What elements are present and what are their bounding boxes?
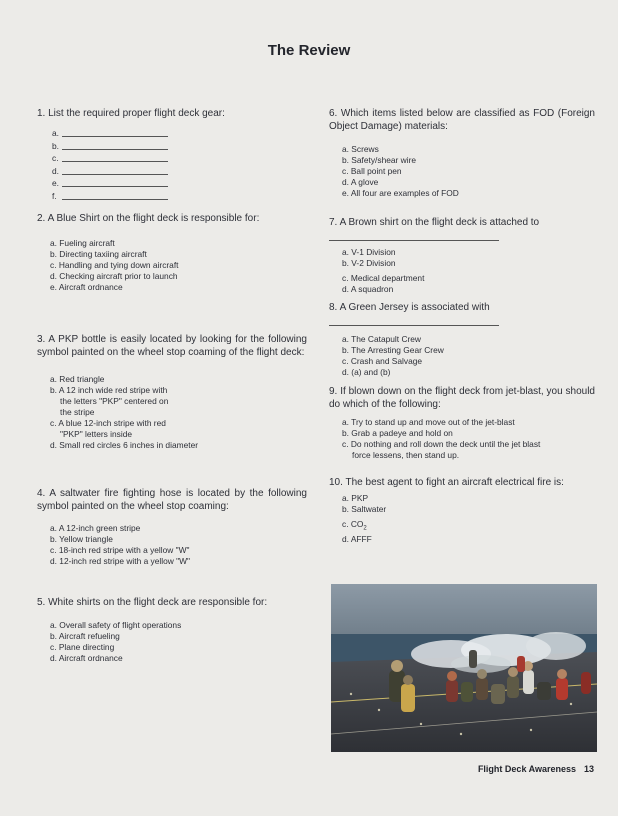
option: b. A 12 inch wide red stripe with the letters "PKP" centered on the stripe xyxy=(50,385,169,417)
question-4-stem: 4. A saltwater fire fighting hose is located by the following symbol painted on the wheel stop coaming: xyxy=(37,488,307,512)
option: a. Fueling aircraft xyxy=(50,237,115,248)
question-3-stem: 3. A PKP bottle is easily located by looking for the following symbol painted on the wheel stop coaming of the flight deck: xyxy=(37,334,307,358)
option: d. AFFF xyxy=(342,534,372,545)
question-1 xyxy=(37,108,307,202)
option: b. Grab a padeye and hold on xyxy=(342,428,453,438)
question-7 xyxy=(329,217,595,295)
answer-blank[interactable]: c. xyxy=(52,152,307,165)
question-7-stem: 7. A Brown shirt on the flight deck is attached to xyxy=(329,217,540,228)
option: a. PKP xyxy=(342,492,369,503)
option: a. V-1 Division xyxy=(342,246,396,257)
option: b. Yellow triangle xyxy=(50,534,113,544)
option: c. Do nothing and roll down the deck until the jet blast force lessens, then stand up. xyxy=(342,439,541,460)
question-1-stem: 1. List the required proper flight deck gear: xyxy=(37,108,225,119)
question-2 xyxy=(37,213,307,293)
option: b. The Arresting Gear Crew xyxy=(342,344,444,355)
question-10 xyxy=(329,477,595,545)
option: d. 12-inch red stripe with a yellow "W" xyxy=(50,556,190,566)
option: b. V-2 Division xyxy=(342,257,396,268)
option: c. $CO_2$ xyxy=(342,518,367,532)
option: a. Red triangle xyxy=(50,374,105,384)
option: e. All four are examples of FOD xyxy=(342,188,459,198)
question-8-stem: 8. A Green Jersey is associated with xyxy=(329,302,490,313)
option: c. Ball point pen xyxy=(342,166,402,176)
option: a. Try to stand up and move out of the jet-blast xyxy=(342,417,515,427)
option: b. Aircraft refueling xyxy=(50,630,120,641)
option: a. A 12-inch green stripe xyxy=(50,523,141,533)
option: b. Directing taxiing aircraft xyxy=(50,248,147,259)
option: d. Small red circles 6 inches in diameter xyxy=(50,440,199,450)
option: d. A glove xyxy=(342,177,379,187)
option: c. Medical department xyxy=(342,272,425,283)
question-6 xyxy=(329,108,595,199)
option: a. Overall safety of flight operations xyxy=(50,619,182,630)
question-5 xyxy=(37,597,307,664)
question-8 xyxy=(329,302,595,378)
answer-blank[interactable]: d. xyxy=(52,164,307,177)
answer-blank[interactable]: b. xyxy=(52,139,307,152)
answer-line[interactable] xyxy=(329,317,499,326)
option: d. A squadron xyxy=(342,283,394,294)
option: d. Aircraft ordnance xyxy=(50,652,123,663)
option: e. Aircraft ordnance xyxy=(50,281,123,292)
question-2-stem: 2. A Blue Shirt on the flight deck is responsible for: xyxy=(37,213,260,224)
answer-blank[interactable]: a. xyxy=(52,127,307,140)
question-10-stem: 10. The best agent to fight an aircraft electrical fire is: xyxy=(329,477,564,488)
option: a. The Catapult Crew xyxy=(342,333,421,344)
option: c. 18-inch red stripe with a yellow "W" xyxy=(50,545,190,555)
option: b. Saltwater xyxy=(342,503,387,514)
option: b. Safety/shear wire xyxy=(342,155,417,165)
flight-deck-crew-photo xyxy=(331,584,597,752)
option: c. Crash and Salvage xyxy=(342,355,423,366)
question-3 xyxy=(37,334,307,451)
option: c. Handling and tying down aircraft xyxy=(50,259,179,270)
question-6-stem: 6. Which items listed below are classified as FOD (Foreign Object Damage) materials: xyxy=(329,108,595,132)
answer-line[interactable] xyxy=(329,232,499,241)
option: d. (a) and (b) xyxy=(342,366,391,377)
option: c. A blue 12-inch stripe with red "PKP" letters inside xyxy=(50,418,166,439)
question-4 xyxy=(37,488,307,567)
page-title: The Review xyxy=(267,42,351,59)
option: c. Plane directing xyxy=(50,641,115,652)
footer-label: Flight Deck Awareness xyxy=(477,764,576,774)
answer-blank[interactable]: e. xyxy=(52,177,307,190)
option: d. Checking aircraft prior to launch xyxy=(50,270,178,281)
option: a. Screws xyxy=(342,144,379,154)
question-5-stem: 5. White shirts on the flight deck are responsible for: xyxy=(37,597,268,608)
question-9 xyxy=(329,386,595,461)
page-number: 13 xyxy=(583,764,594,774)
page-footer xyxy=(478,764,594,774)
answer-blank[interactable]: f. xyxy=(52,189,307,202)
question-9-stem: 9. If blown down on the flight deck from jet-blast, you should do which of the following: xyxy=(329,386,595,410)
